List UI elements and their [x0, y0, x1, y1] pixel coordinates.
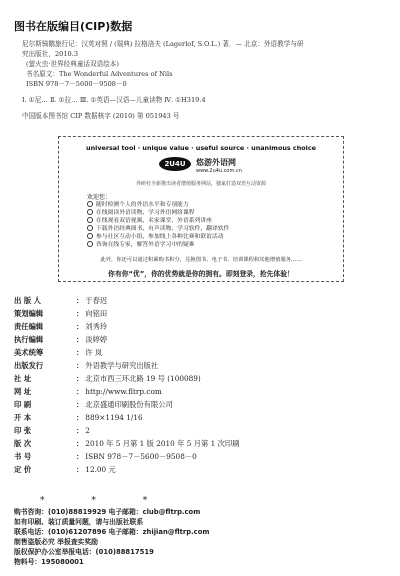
colophon-value: 北京市西三环北路 19 号 (100089): [85, 374, 201, 383]
material-number: 物料号：195080001: [14, 558, 84, 566]
colophon-row: 开 本 ： 889×1194 1/16: [14, 413, 143, 422]
promo-item-text: 在线观看双语视频、名家课堂、外语系列讲座: [96, 218, 212, 224]
colophon-row: 定 价 ： 12.00 元: [14, 465, 116, 474]
colophon-row: 美术统筹 ： 许 岚: [14, 348, 103, 357]
colophon-label: 执行编辑: [14, 335, 44, 344]
promo-item-text: 在线阅读外语读物、学习外语网络课程: [96, 210, 195, 216]
colophon-label: 网 址: [14, 387, 32, 396]
colophon-value: 淡婷婷: [85, 335, 108, 344]
colophon-label: 美术统筹: [14, 348, 44, 357]
colophon-value: 许 岚: [85, 348, 103, 357]
colophon-label: 策划编辑: [14, 309, 44, 318]
promo-item-text: 参与社区互动小组，参加线上各种比赛和联谊活动: [96, 234, 224, 240]
circle-bullet-icon: [87, 217, 93, 223]
promo-item: [87, 233, 224, 241]
colophon-value: 2: [85, 426, 90, 435]
colophon-row: 印 张 ： 2: [14, 426, 90, 435]
colophon-value: 12.00 元: [85, 465, 116, 474]
site-name: 悠游外语网: [196, 158, 236, 167]
promo-tagline: 外研社全新推出读者增值服务网站，独家打造双语互动资源: [135, 181, 266, 187]
colophon-row: 策划编辑 ： 向铭田: [14, 309, 108, 318]
colophon-value: 北京盛通印刷股份有限公司: [85, 400, 173, 409]
promo-item-text: 咨询在线专家，解答外语学习中的疑难: [96, 242, 195, 248]
colophon-label: 社 址: [14, 374, 32, 383]
circle-bullet-icon: [87, 209, 93, 215]
colophon-row: 出版发行 ： 外语教学与研究出版社: [14, 361, 159, 370]
promo-note: 此外，你还可以通过积累购书积分，兑换图书、电子书、培训课程和其他增值服务……: [100, 257, 302, 263]
colophon-value: 2010 年 5 月第 1 版 2010 年 5 月第 1 次印刷: [85, 439, 240, 448]
cip-line: 尼尔斯骑鹅旅行记：汉英对照 / (瑞典) 拉格洛夫 (Lagerlof, S.O.L.) 著．— 北京：外语教学与研: [22, 40, 304, 48]
circle-bullet-icon: [87, 201, 93, 207]
separator-stars: * * *: [40, 496, 170, 506]
promo-box: [58, 136, 344, 282]
promo-item-text: 随时检测个人的外语水平和专项能力: [96, 202, 189, 208]
colophon-value: 于春迟: [85, 296, 108, 305]
colophon-value: 刘秀玲: [85, 322, 108, 331]
cip-classification: Ⅰ. ①尼… Ⅱ. ①拉… Ⅲ. ①英语—汉语—儿童读物 Ⅳ. ①H319.4: [22, 96, 206, 104]
promo-item: [87, 225, 229, 233]
site-url[interactable]: www.2u4u.com.cn: [196, 168, 242, 174]
colophon-row: 书 号 ： ISBN 978－7－5600－9508－0: [14, 452, 197, 461]
cip-line: ISBN 978－7－5600－9508－0: [26, 80, 127, 88]
colophon-row: 印 刷 ： 北京盛通印刷股份有限公司: [14, 400, 173, 409]
promo-item: [87, 201, 189, 209]
colophon-value: 889×1194 1/16: [85, 413, 143, 422]
colophon-label: 定 价: [14, 465, 32, 474]
colophon-label: 开 本: [14, 413, 32, 422]
cip-line: 究出版社，2010.3: [22, 50, 79, 58]
colophon-label: 出 版 人: [14, 296, 41, 305]
colophon-row: 社 址 ： 北京市西三环北路 19 号 (100089): [14, 374, 201, 383]
promo-item: [87, 241, 195, 249]
contact-line: 制售盗版必究 举报查实奖励: [14, 538, 98, 546]
colophon-value: 向铭田: [85, 309, 108, 318]
promo-welcome: 欢迎您：: [87, 194, 112, 201]
colophon-label: 书 号: [14, 452, 32, 461]
colophon-label: 责任编辑: [14, 322, 44, 331]
promo-item: [87, 209, 195, 217]
circle-bullet-icon: [87, 241, 93, 247]
colophon-value: 外语教学与研究出版社: [85, 361, 159, 370]
promo-call-to-action: 你有你“优”，你的优势就是你的拥有。即刻登录，抢先体验！: [108, 270, 294, 278]
circle-bullet-icon: [87, 233, 93, 239]
colophon-label: 版 次: [14, 439, 32, 448]
cip-line: 书名原文：The Wonderful Adventures of Nils: [26, 70, 173, 78]
contact-line: 联系电话：(010)61207896 电子邮箱：zhijian@fltrp.com: [14, 528, 210, 536]
colophon-row: 网 址 ： http://www.fltrp.com: [14, 387, 162, 396]
promo-item-text: 下载外语经典图书、有声读物、学习软件、翻译软件: [96, 226, 230, 232]
cip-line: (萤火虫·世界经典童话双语绘本): [26, 60, 119, 68]
contact-line: 购书咨询：(010)88819929 电子邮箱：club@fltrp.com: [14, 508, 201, 516]
contact-line: 版权保护办公室举报电话：(010)88817519: [14, 548, 154, 556]
promo-item: [87, 217, 212, 225]
colophon-value: http://www.fltrp.com: [85, 387, 162, 396]
contact-line: 如有印刷、装订质量问题，请与出版社联系: [14, 518, 144, 526]
colophon-row: 责任编辑 ： 刘秀玲: [14, 322, 108, 331]
colophon-label: 印 张: [14, 426, 32, 435]
cip-heading: 图书在版编目(CIP)数据: [14, 20, 133, 33]
colophon-row: 出 版 人 ： 于春迟: [14, 296, 108, 305]
colophon-label: 出版发行: [14, 361, 44, 370]
colophon-row: 版 次 ： 2010 年 5 月第 1 版 2010 年 5 月第 1 次印刷: [14, 439, 240, 448]
colophon-label: 印 刷: [14, 400, 32, 409]
colophon-value: ISBN 978－7－5600－9508－0: [85, 452, 197, 461]
colophon-row: 执行编辑 ： 淡婷婷: [14, 335, 108, 344]
cip-record-number: 中国版本图书馆 CIP 数据核字 (2010) 第 051943 号: [22, 112, 180, 120]
promo-slogan: universal tool · unique value · useful source · unanimous choice: [86, 144, 316, 152]
site-logo: 2U4U: [159, 157, 191, 171]
circle-bullet-icon: [87, 225, 93, 231]
